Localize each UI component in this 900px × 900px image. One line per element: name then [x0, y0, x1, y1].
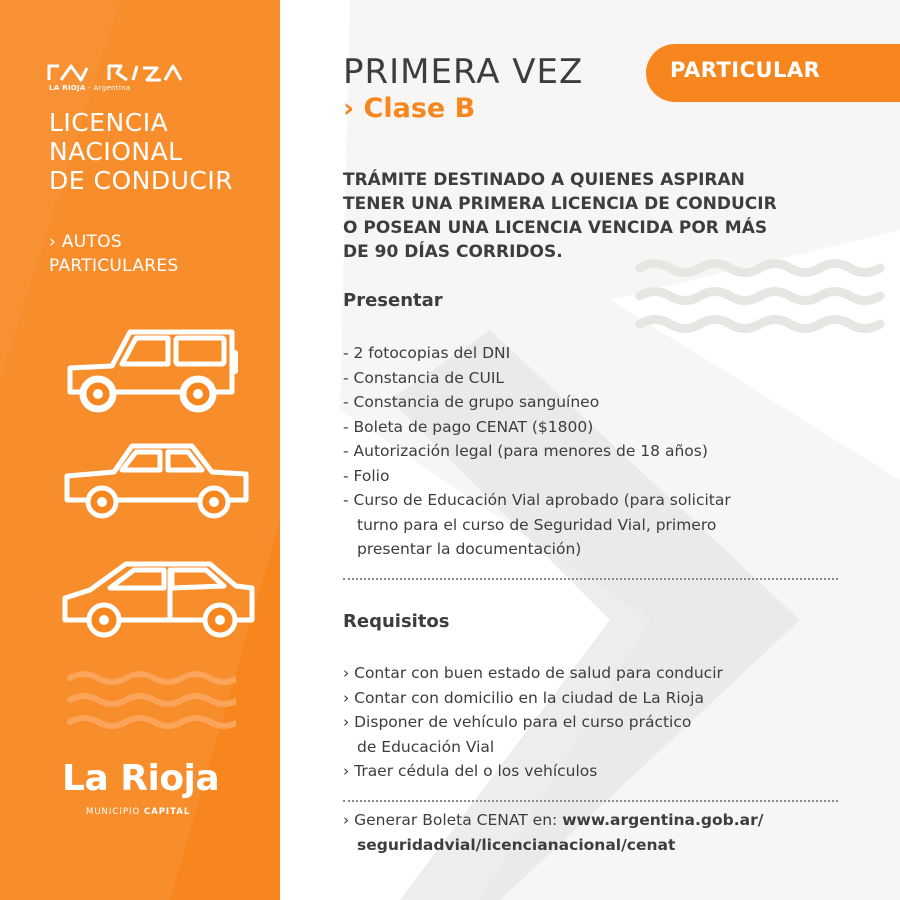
license-category: › AUTOS PARTICULARES: [49, 232, 179, 276]
list-item: › Disponer de vehículo para el curso práctico: [343, 713, 692, 731]
waves-decoration-icon: [66, 670, 236, 732]
requisitos-list: [343, 661, 723, 784]
list-item: - Curso de Educación Vial aprobado (para solicitar: [343, 491, 731, 509]
dotted-divider: [343, 578, 838, 580]
dotted-divider: [343, 800, 838, 802]
cenat-url-part2: seguridadvial/licencianacional/cenat: [357, 836, 676, 854]
list-item-continuation: turno para el curso de Seguridad Vial, primero: [357, 515, 717, 534]
requisitos-heading: Requisitos: [343, 611, 450, 632]
list-item: - Autorización legal (para menores de 18 años): [343, 442, 708, 460]
list-item: - Boleta de pago CENAT ($1800): [343, 417, 594, 436]
page-subtitle: › Clase B: [343, 93, 476, 124]
hatchback-icon: [60, 556, 258, 642]
list-item: › Contar con buen estado de salud para conducir: [343, 664, 723, 682]
jeep-icon: [64, 322, 240, 414]
waves-right-decoration-icon: [640, 264, 880, 329]
list-item: › Contar con domicilio en la ciudad de La Rioja: [343, 688, 704, 707]
cenat-url-part1: www.argentina.gob.ar/: [562, 811, 764, 829]
intro-paragraph: TRÁMITE DESTINADO A QUIENES ASPIRAN TENER UNA PRIMERA LICENCIA DE CONDUCIR O POSEAN UNA LICENCIA VENCIDA POR MÁS DE 90 DÍAS CORRIDOS.: [343, 170, 777, 262]
list-item: - 2 fotocopias del DNI: [343, 344, 511, 362]
license-title: LICENCIA NACIONAL DE CONDUCIR: [49, 108, 234, 195]
category-badge: PARTICULAR: [646, 44, 900, 102]
sedan-icon: [62, 440, 252, 524]
page-title: PRIMERA VEZ: [343, 52, 584, 92]
list-item: › Traer cédula del o los vehículos: [343, 762, 598, 780]
list-item: - Constancia de CUIL: [343, 368, 505, 387]
la-rioja-argentina-caption: LA RIOJA - Argentina: [49, 84, 131, 92]
list-item: - Folio: [343, 466, 390, 485]
municipio-capital-caption: MUNICIPIO CAPITAL: [86, 807, 191, 817]
presentar-heading: Presentar: [343, 290, 443, 311]
list-item-continuation: de Educación Vial: [357, 737, 495, 756]
la-rioja-brand-logo: La Rioja: [62, 758, 220, 799]
cenat-instructions: › Generar Boleta CENAT en: www.argentina.gob.ar/ seguridadvial/licencianacional/cenat: [343, 811, 764, 854]
left-panel: [0, 0, 280, 900]
list-item-continuation: presentar la documentación): [357, 540, 582, 558]
presentar-list: [343, 341, 731, 562]
list-item: - Constancia de grupo sanguíneo: [343, 393, 600, 411]
